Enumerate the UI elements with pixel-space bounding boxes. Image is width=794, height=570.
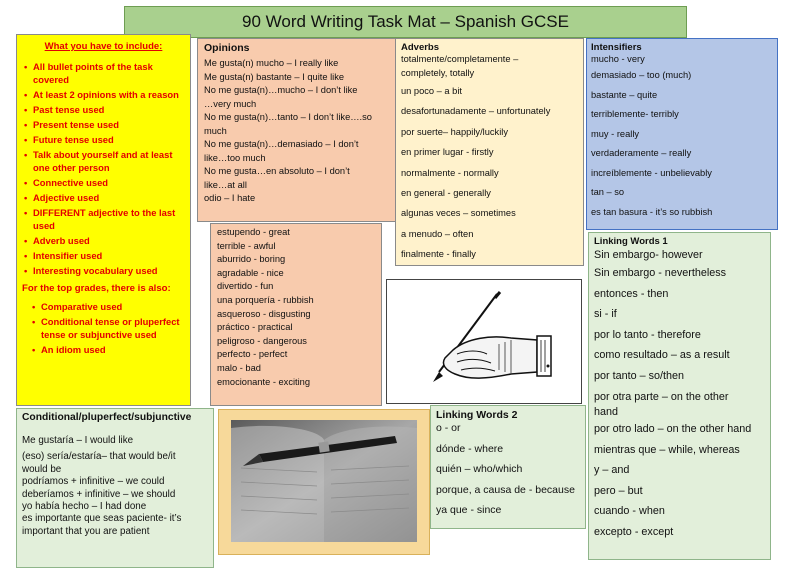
- adjective-line: emocionante - exciting: [217, 376, 311, 387]
- intensifier-line: verdaderamente – really: [591, 148, 692, 158]
- adverb-line: normalmente - normally: [401, 167, 499, 178]
- intensifier-line: muy - really: [591, 128, 640, 139]
- opinion-line: Me gusta(n) mucho – I really like: [204, 58, 339, 68]
- linking-words-2-panel: [430, 405, 586, 529]
- adverb-line: en primer lugar - firstly: [401, 147, 494, 158]
- intensifier-line: bastante – quite: [591, 89, 658, 100]
- linking-line: quién – who/which: [436, 463, 523, 476]
- adjective-line: divertido - fun: [217, 281, 274, 292]
- intensifier-line: terriblemente- terribly: [591, 109, 679, 119]
- linking-line: entonces - then: [594, 287, 669, 300]
- linking-words-1-title: Linking Words 1: [594, 236, 668, 247]
- requirement-item: • Intensifier used: [33, 249, 185, 262]
- intensifier-line: increíblemente - unbelievably: [591, 167, 712, 178]
- adjective-line: una porquería - rubbish: [217, 294, 314, 305]
- adverb-line: finalmente - finally: [401, 249, 476, 260]
- linking-line: Sin embargo - nevertheless: [594, 267, 727, 279]
- conditional-line: es importante que seas paciente- it’s: [22, 513, 182, 525]
- opinions-title: Opinions: [204, 42, 250, 54]
- adjective-line: perfecto - perfect: [217, 349, 288, 360]
- requirements-panel: [16, 34, 191, 406]
- linking-line: ya que - since: [436, 503, 502, 516]
- conditional-line: yo había hecho – I had done: [22, 501, 147, 513]
- hand-writing-illustration: [386, 279, 582, 404]
- conditional-line: deberíamos + infinitive – we should: [22, 488, 176, 500]
- linking-line: como resultado – as a result: [594, 349, 730, 361]
- opinion-line: like…too much: [204, 152, 266, 163]
- requirement-item: • Past tense used: [33, 103, 185, 116]
- linking-line: por lo tanto - therefore: [594, 328, 701, 341]
- requirements-list: [22, 60, 185, 277]
- adverb-line: totalmente/completamente –: [401, 54, 519, 64]
- adjective-line: agradable - nice: [217, 267, 284, 278]
- requirements-heading: What you have to include:: [44, 41, 163, 52]
- linking-line: mientras que – while, whereas: [594, 443, 740, 456]
- linking-line: o - or: [436, 422, 461, 434]
- conditional-line: podríamos + infinitive – we could: [22, 476, 165, 488]
- adverbs-title: Adverbs: [401, 42, 440, 53]
- linking-line: y – and: [594, 464, 630, 476]
- top-grade-item: • An idiom used: [41, 343, 185, 356]
- adjective-line: asqueroso - disgusting: [217, 308, 311, 319]
- top-grade-item: • Conditional tense or pluperfect tense or subjunctive used: [41, 315, 185, 341]
- linking-line: por tanto – so/then: [594, 369, 685, 382]
- adverb-line: desafortunadamente – unfortunately: [401, 106, 551, 117]
- top-grade-item: • Comparative used: [41, 300, 185, 313]
- conditional-line: (eso) sería/estaría– that would be/it: [22, 451, 176, 463]
- adverb-line: por suerte– happily/luckily: [401, 126, 508, 137]
- requirement-item: • All bullet points of the task covered: [33, 60, 185, 86]
- intensifier-line: tan – so: [591, 187, 625, 197]
- linking-line: excepto - except: [594, 525, 674, 538]
- opinion-line: …very much: [204, 98, 257, 109]
- opinion-line: like…at all: [204, 179, 247, 190]
- requirement-item: • Interesting vocabulary used: [33, 264, 185, 277]
- hand-quill-icon: [387, 280, 581, 403]
- top-grades-heading: For the top grades, there is also:: [22, 283, 171, 294]
- linking-line: pero – but: [594, 484, 643, 497]
- adjective-line: estupendo - great: [217, 227, 290, 237]
- requirement-item: • Future tense used: [33, 133, 185, 146]
- adjectives-panel: [210, 223, 382, 406]
- notebook-photo: [218, 409, 430, 555]
- conditional-line: Me gustaría – I would like: [22, 435, 134, 446]
- linking-line: por otra parte – on the other: [594, 391, 729, 403]
- intensifier-line: es tan basura - it’s so rubbish: [591, 206, 713, 217]
- linking-line: porque, a causa de - because: [436, 483, 575, 496]
- intensifiers-title: Intensifiers: [591, 42, 642, 53]
- linking-line: si - if: [594, 308, 617, 320]
- linking-words-2-title: Linking Words 2: [436, 409, 518, 421]
- conditional-line: important that you are patient: [22, 525, 150, 537]
- opinion-line: No me gusta…en absoluto – I don’t: [204, 166, 350, 176]
- requirement-item: • DIFFERENT adjective to the last used: [33, 206, 185, 232]
- linking-words-1-panel: [588, 232, 771, 560]
- requirement-item: • Adjective used: [33, 191, 185, 204]
- conditional-line: would be: [22, 463, 62, 475]
- adjective-line: aburrido - boring: [217, 254, 286, 265]
- opinion-line: No me gusta(n)…tanto – I don’t like….so: [204, 112, 372, 122]
- linking-line: cuando - when: [594, 505, 665, 517]
- requirement-item: • Connective used: [33, 176, 185, 189]
- opinion-line: much: [204, 125, 227, 136]
- linking-line: Sin embargo- however: [594, 249, 703, 261]
- conditional-title: Conditional/pluperfect/subjunctive: [22, 412, 192, 423]
- linking-line: dónde - where: [436, 443, 504, 455]
- requirement-item: • Adverb used: [33, 234, 185, 247]
- adjective-line: práctico - practical: [217, 322, 293, 333]
- adverb-line: a menudo – often: [401, 228, 474, 239]
- opinion-line: No me gusta(n)…demasiado – I don’t: [204, 139, 359, 149]
- adjective-line: terrible - awful: [217, 240, 276, 251]
- intensifier-line: demasiado – too (much): [591, 70, 692, 80]
- opinion-line: No me gusta(n)…mucho – I don’t like: [204, 85, 358, 95]
- requirement-item: • Present tense used: [33, 118, 185, 131]
- linking-line: por otro lado – on the other hand: [594, 423, 752, 435]
- opinions-panel: [197, 38, 396, 222]
- top-grades-list: [22, 300, 185, 356]
- opinion-line: odio – I hate: [204, 193, 256, 203]
- notebook-pen-image: [219, 410, 429, 554]
- adverb-line: completely, totally: [401, 68, 475, 78]
- conditional-panel: [16, 408, 214, 568]
- requirement-item: • At least 2 opinions with a reason: [33, 88, 185, 101]
- intensifiers-panel: [586, 38, 778, 230]
- adverbs-panel: [395, 38, 584, 266]
- requirement-item: • Talk about yourself and at least one other person: [33, 148, 185, 174]
- adjective-line: peligroso - dangerous: [217, 335, 307, 346]
- adverb-line: un poco – a bit: [401, 86, 462, 96]
- adjective-line: malo - bad: [217, 362, 261, 373]
- adverb-line: en general - generally: [401, 188, 491, 199]
- page-title: 90 Word Writing Task Mat – Spanish GCSE: [124, 6, 687, 38]
- intensifier-line: mucho - very: [591, 54, 645, 64]
- adverb-line: algunas veces – sometimes: [401, 208, 516, 219]
- linking-line: hand: [594, 406, 619, 418]
- opinion-line: Me gusta(n) bastante – I quite like: [204, 71, 345, 82]
